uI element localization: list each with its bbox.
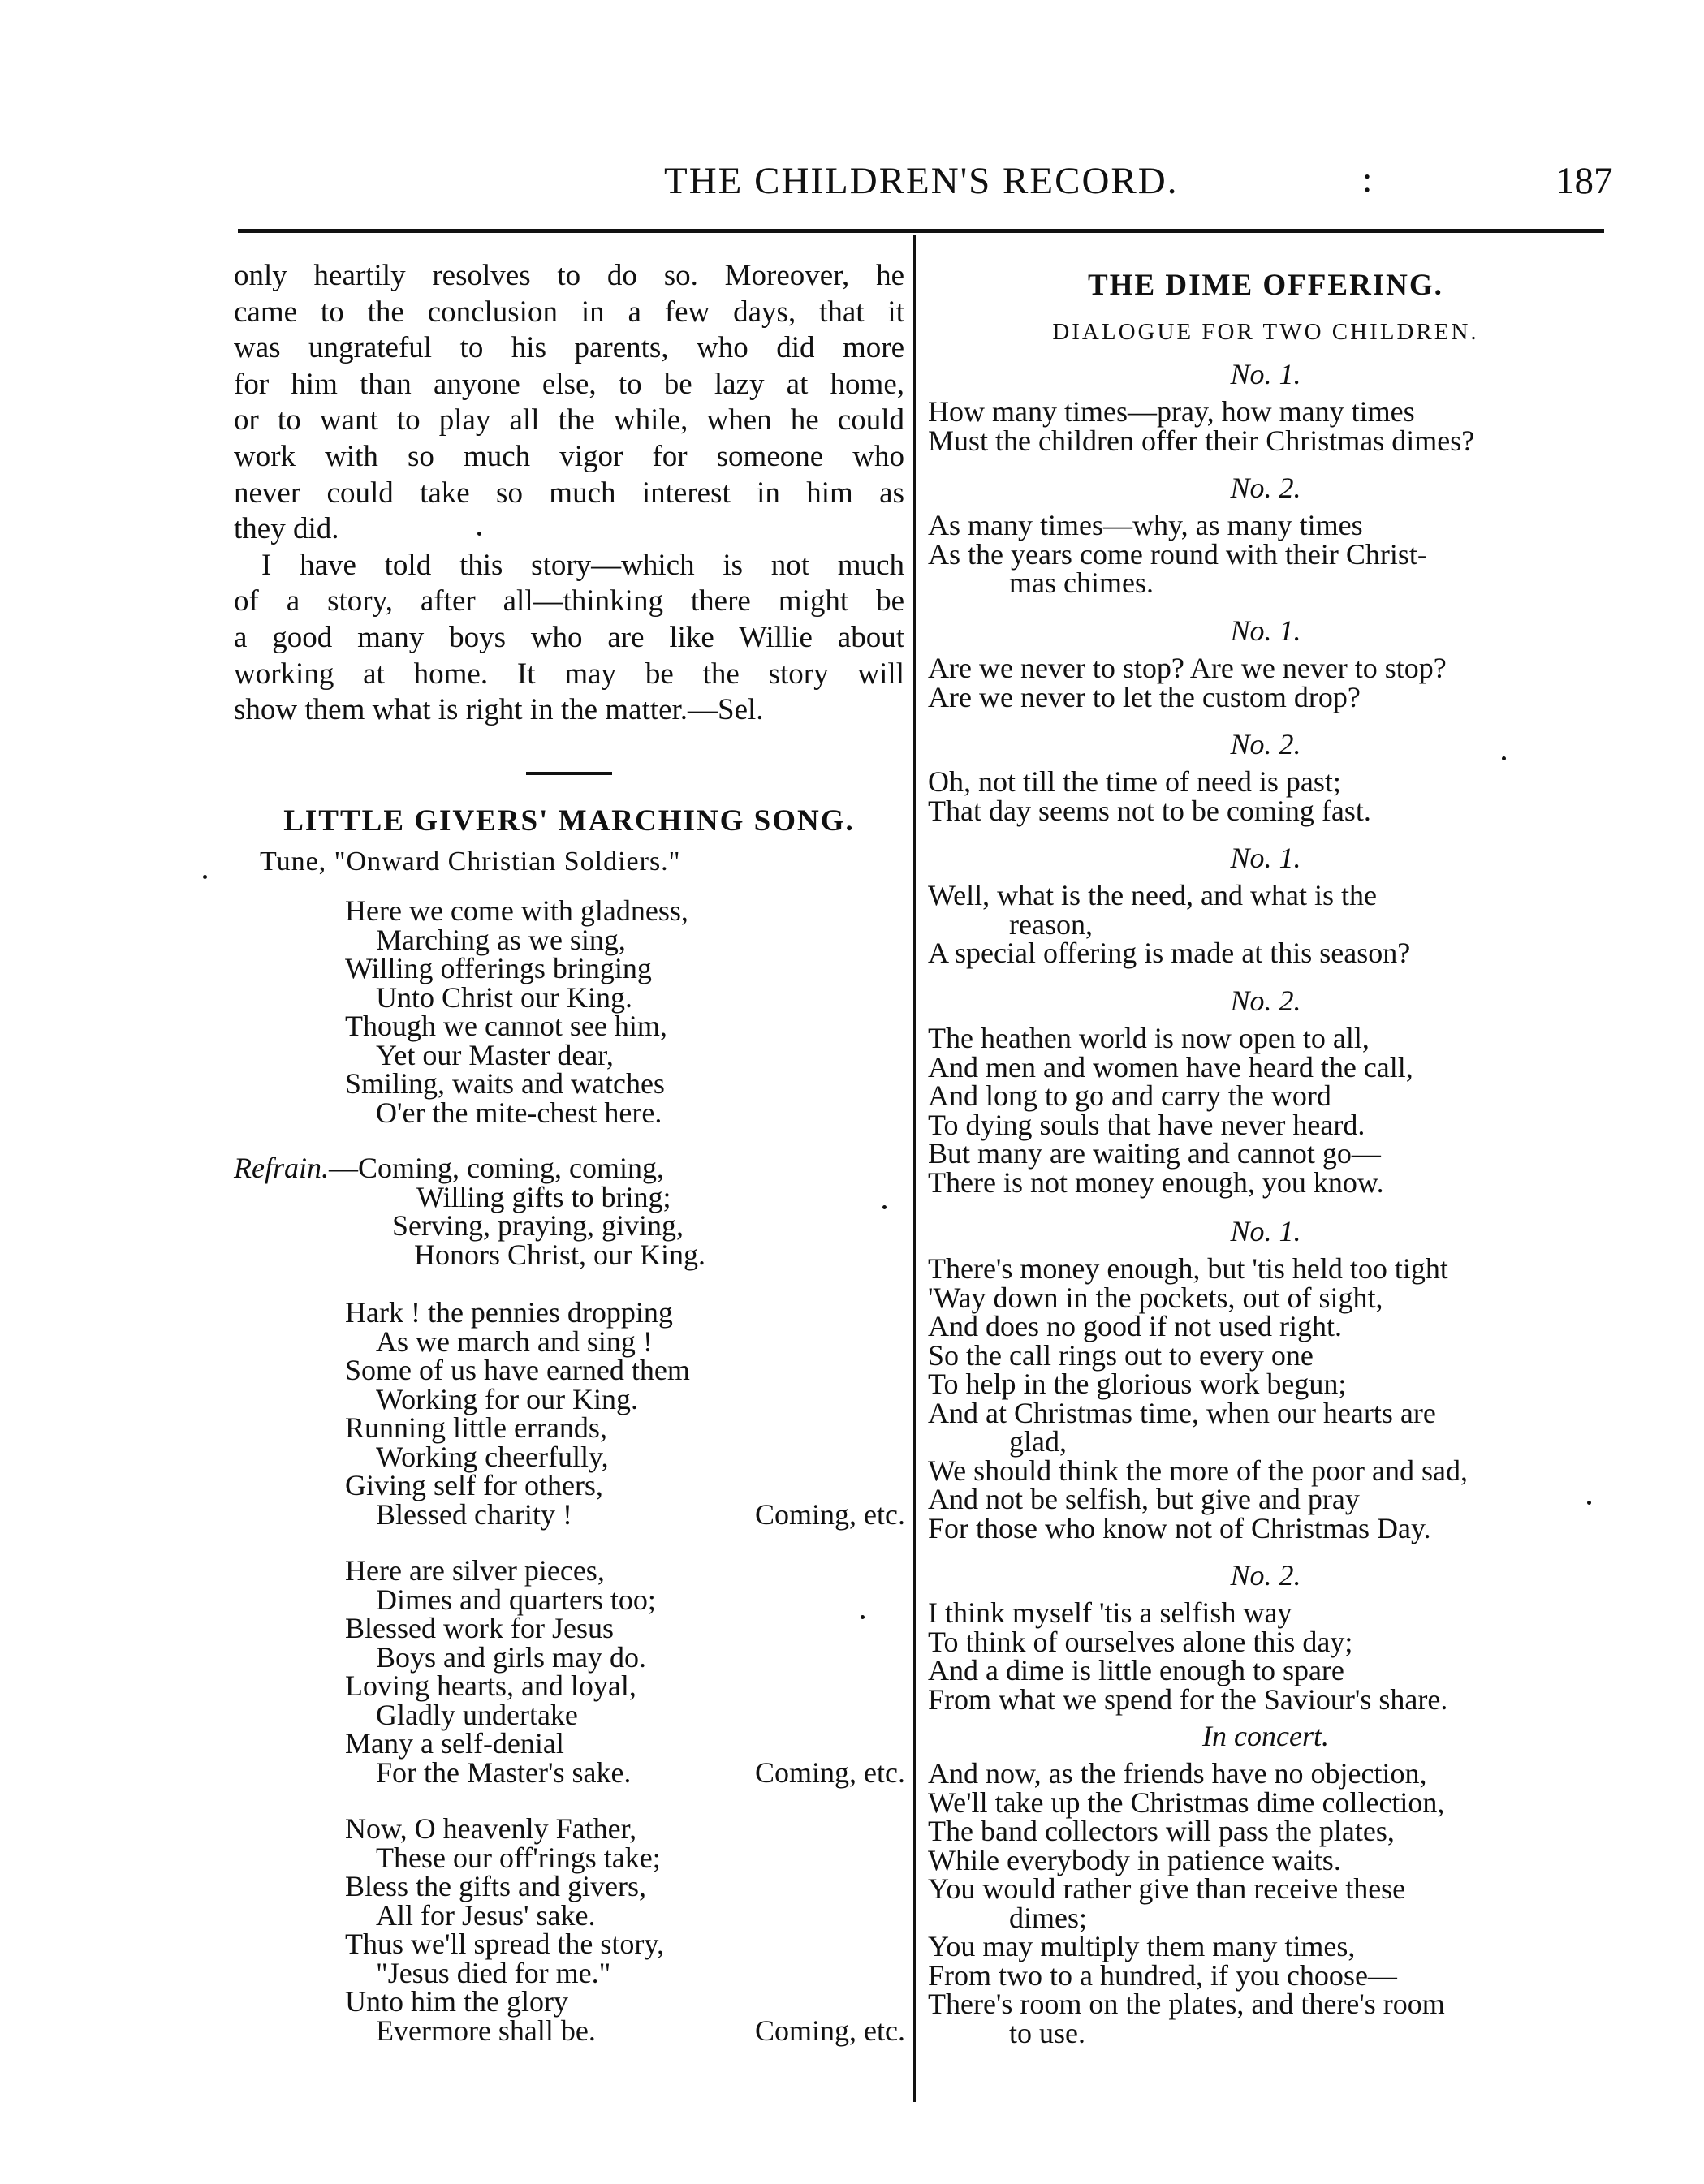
verse-line: Many a self-denial [345,1727,564,1760]
column-rule [913,235,916,2102]
dialogue-part-5 [928,841,1603,968]
verse-line: All for Jesus' sake. [376,1898,596,1932]
story-line: was ungrateful to his parents, who did more [234,331,904,365]
verse-line: Unto Christ our King. [376,980,633,1014]
dialogue-line: And not be selfish, but give and pray [928,1483,1360,1515]
dialogue-part-1 [928,357,1603,455]
dialogue-line: And men and women have heard the call, [928,1050,1413,1083]
dialogue-line: So the call rings out to every one [928,1338,1314,1372]
stanza-1 [345,894,905,1129]
dialogue-line: The heathen world is now open to all, [928,1022,1370,1054]
page-number: 187 [1555,160,1613,202]
dialogue-line: For those who know not of Christmas Day. [928,1511,1431,1544]
story-text [234,258,904,729]
dialogue-line: mas chimes. [1009,566,1154,599]
verse-line: Bless the gifts and givers, [345,1870,646,1902]
verse-line: Though we cannot see him, [345,1010,667,1042]
story-line: they did. [234,512,339,546]
dialogue-line: And long to go and carry the word [928,1079,1331,1112]
dialogue-line: reason, [1009,907,1093,941]
verse-line: Yet our Master dear, [376,1038,614,1071]
dialogue-line: You may multiply them many times, [928,1930,1356,1962]
verse-line: Working for our King. [376,1382,639,1415]
song-tune: Tune, "Onward Christian Soldiers." [260,846,681,877]
verse-line: Unto him the glory [345,1985,568,2018]
speaker-label: No. 2. [1230,984,1301,1017]
verse-line: Smiling, waits and watches [345,1067,665,1100]
story-line: a good many boys who are like Willie about [234,620,904,654]
dialogue-line: To dying souls that have never heard. [928,1108,1365,1141]
speaker-label: No. 1. [1230,358,1301,390]
dialogue-line: to use. [1009,2016,1085,2049]
verse-line: Honors Christ, our King. [414,1238,705,1271]
dialogue-line: But many are waiting and cannot go— [928,1137,1381,1170]
dialogue-line: glad, [1009,1425,1067,1458]
speaker-label: In concert. [1202,1720,1329,1752]
verse-line: Running little errands, [345,1411,607,1444]
dialogue-line: Are we never to stop? Are we never to stop? [928,652,1447,684]
dialogue-line: From what we spend for the Saviour's share. [928,1682,1448,1716]
dialogue-part-9 [928,1719,1603,2048]
dialogue-line: Are we never to let the custom drop? [928,680,1361,713]
dialogue-line: To help in the glorious work begun; [928,1368,1347,1400]
speaker-label: No. 1. [1230,614,1301,647]
verse-line: —Coming, coming, coming, [328,1152,664,1184]
running-title: THE CHILDREN'S RECORD. [664,160,1179,202]
refrain [234,1154,904,1269]
stanza-3 [345,1554,905,1789]
verse-line: For the Master's sake. [376,1755,632,1789]
dialogue-part-8 [928,1558,1603,1714]
stanza-4 [345,1812,905,2047]
verse-line: These our off'rings take; [376,1841,661,1874]
dialogue-line: A special offering is made at this season? [928,937,1411,969]
story-line: of a story, after all—thinking there might be [234,584,904,618]
dialogue-line: Oh, not till the time of need is past; [928,765,1341,798]
header-rule [238,229,1604,233]
dialogue-part-6 [928,984,1603,1197]
dialogue-line: We should think the more of the poor and sad, [928,1454,1468,1487]
dialogue-line: Well, what is the need, and what is the [928,879,1377,911]
verse-line: Here are silver pieces, [345,1554,605,1587]
dialogue-line: And does no good if not used right. [928,1310,1342,1342]
dialogue-line: As the years come round with their Christ- [928,537,1427,571]
dialogue-line: dimes; [1009,1901,1087,1934]
dialogue-title: THE DIME OFFERING. [1088,269,1443,302]
dialogue-line: 'Way down in the pockets, out of sight, [928,1281,1383,1314]
dialogue-line: I think myself 'tis a selfish way [928,1596,1292,1629]
stanza-2 [345,1296,905,1531]
dialogue-line: That day seems not to be coming fast. [928,794,1371,827]
speaker-label: No. 2. [1230,1559,1301,1592]
story-line: working at home. It may be the story will [234,657,904,691]
dialogue-part-4 [928,727,1603,825]
speaker-label: No. 1. [1230,842,1301,874]
section-separator [526,772,612,775]
verse-line: Evermore shall be. [376,2014,596,2047]
verse-line: "Jesus died for me." [376,1956,611,1989]
dialogue-line: While everybody in patience waits. [928,1843,1341,1876]
story-line: came to the conclusion in a few days, that it [234,295,904,329]
refrain-cue: Coming, etc. [755,1755,905,1789]
song-title: LITTLE GIVERS' MARCHING SONG. [283,804,855,838]
speaker-label: No. 2. [1230,728,1301,760]
dialogue-line: There is not money enough, you know. [928,1165,1384,1199]
dialogue-part-2 [928,471,1603,598]
verse-line: Blessed charity ! [376,1497,572,1531]
story-line: only heartily resolves to do so. Moreover, he [234,259,904,292]
verse-line: Willing gifts to bring; [416,1180,671,1213]
refrain-cue: Coming, etc. [755,2014,905,2047]
refrain-cue: Coming, etc. [755,1497,905,1531]
verse-line: Here we come with gladness, [345,894,688,927]
dialogue-line: Must the children offer their Christmas dimes? [928,424,1475,457]
print-speck [882,1205,887,1209]
dialogue-subtitle: DIALOGUE FOR TWO CHILDREN. [1052,319,1479,345]
dialogue-line: And at Christmas time, when our hearts are [928,1396,1436,1429]
story-line: work with so much vigor for someone who [234,439,904,473]
story-line: I have told this story—which is not much [261,548,904,582]
print-speck [477,532,481,536]
print-speck [861,1615,865,1619]
dialogue-line: You would rather give than receive these [928,1872,1406,1905]
verse-line: Gladly undertake [376,1698,578,1731]
header-colon: : [1362,160,1373,200]
verse-line: Now, O heavenly Father, [345,1812,637,1845]
dialogue-line: From two to a hundred, if you choose— [928,1958,1397,1992]
story-line: for him than anyone else, to be lazy at home, [234,367,904,401]
speaker-label: No. 1. [1230,1215,1301,1247]
verse-line: Thus we'll spread the story, [345,1928,665,1960]
verse-line: Dimes and quarters too; [376,1583,656,1616]
verse-line: Blessed work for Jesus [345,1612,614,1644]
print-speck [1587,1501,1591,1505]
verse-line: Working cheerfully, [376,1440,609,1473]
verse-line: Boys and girls may do. [376,1640,646,1674]
dialogue-line: There's room on the plates, and there's room [928,1988,1445,2020]
verse-line: Willing offerings bringing [345,952,652,984]
print-speck [203,875,207,879]
speaker-label: No. 2. [1230,472,1301,504]
dialogue-line: And a dime is little enough to spare [928,1654,1344,1686]
dialogue-part-7 [928,1214,1603,1543]
story-line: never could take so much interest in him as [234,476,904,510]
verse-line: As we march and sing ! [376,1325,653,1358]
story-line: show them what is right in the matter.—Sel. [234,693,764,727]
dialogue-line: And now, as the friends have no objection, [928,1757,1427,1790]
verse-line: Serving, praying, giving, [392,1209,684,1242]
verse-line: Some of us have earned them [345,1354,690,1386]
story-line: or to want to play all the while, when he could [234,403,904,437]
print-speck [1502,756,1506,760]
verse-line: Marching as we sing, [376,923,626,956]
verse-line: Giving self for others, [345,1469,603,1501]
dialogue-line: There's money enough, but 'tis held too tight [928,1252,1448,1285]
dialogue-line: As many times—why, as many times [928,509,1363,541]
dialogue-line: The band collectors will pass the plates, [928,1815,1395,1847]
verse-line: O'er the mite-chest here. [376,1096,662,1129]
dialogue-part-3 [928,614,1603,712]
verse-line: Loving hearts, and loyal, [345,1669,636,1702]
dialogue-line: To think of ourselves alone this day; [928,1625,1353,1658]
refrain-label: Refrain. [234,1152,329,1184]
dialogue-line: How many times—pray, how many times [928,395,1415,428]
dialogue-line: We'll take up the Christmas dime collection, [928,1786,1445,1819]
verse-line: Hark ! the pennies dropping [345,1296,673,1329]
